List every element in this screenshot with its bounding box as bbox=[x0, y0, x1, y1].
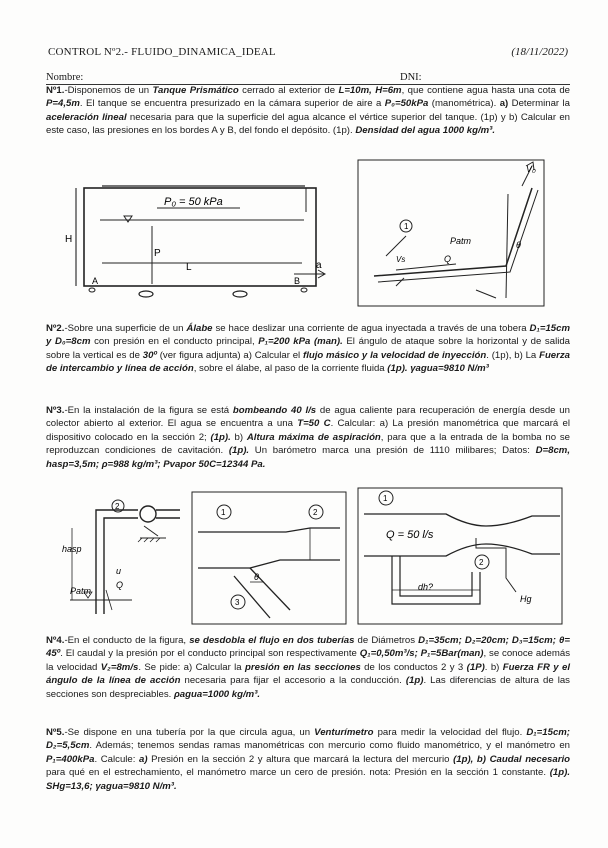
v0-label: V₀ bbox=[526, 164, 536, 174]
text-emph: (1P) bbox=[466, 661, 485, 673]
vs-label: Vs bbox=[396, 255, 406, 264]
suction-pipe-left bbox=[96, 510, 138, 614]
section-2-label: 2 bbox=[115, 502, 120, 511]
text-run: de Diámetros bbox=[354, 635, 419, 646]
vane-frame bbox=[358, 160, 544, 306]
text-emph: P₁=200 kPa (man). bbox=[258, 336, 343, 348]
text-emph: se desdobla el flujo en dos tuberías bbox=[189, 635, 355, 646]
text-emph: aceleración lineal bbox=[46, 111, 127, 123]
corner-b-label: B bbox=[294, 276, 301, 286]
text-run: , para que a la entrada de la bomba no se reproduzcan condiciones de cavitación. bbox=[46, 431, 570, 457]
vane-figure bbox=[356, 158, 546, 308]
text-run: . (1p), b) La bbox=[486, 349, 540, 361]
text-emph: D₁=35cm; D₂=20cm; D₃=15cm; θ= 45º bbox=[46, 635, 570, 660]
duct-top-wall bbox=[198, 528, 340, 532]
section-1-label: 1 bbox=[383, 494, 388, 503]
text-run: (manométrica). bbox=[428, 98, 500, 110]
problem-1-text bbox=[46, 84, 570, 138]
problem-1-number: Nº1. bbox=[46, 85, 65, 96]
text-emph: P₀=50kPa bbox=[384, 98, 429, 110]
venturi-top-wall bbox=[364, 514, 560, 526]
text-emph: T=50 C bbox=[297, 418, 331, 430]
text-run: , que contiene agua hasta una cota de bbox=[401, 85, 571, 96]
text-emph: Q₁=0,50m³/s; P₁=5Bar(man) bbox=[359, 648, 484, 660]
p0-label: P₀ = 50 kPa bbox=[164, 196, 223, 208]
text-emph: Densidad del agua 1000 kg/m³. bbox=[355, 125, 496, 137]
text-emph: D₁=15cm y D₀=8cm bbox=[46, 323, 570, 348]
text-run: -Sobre una superficie de un bbox=[64, 323, 187, 334]
section-2-label: 2 bbox=[479, 558, 484, 567]
text-run: Determinar la bbox=[508, 98, 571, 110]
exam-title: CONTROL Nº2.- FLUIDO_DINAMICA_IDEAL bbox=[48, 46, 276, 58]
text-run: -En el conducto de la figura, bbox=[64, 635, 190, 646]
hatch-line bbox=[476, 290, 496, 298]
text-emph: L=10m, H=6m bbox=[338, 85, 402, 96]
problem-2-number: Nº2. bbox=[46, 323, 65, 334]
text-emph: D₁=15cm; D₂=5,5cm bbox=[46, 727, 570, 752]
velocity-label: u bbox=[116, 566, 122, 576]
discharge-pipe bbox=[156, 510, 180, 518]
text-emph: Tanque Prismático bbox=[152, 85, 239, 96]
text-run: . Se pide: a) Calcular la bbox=[138, 661, 246, 673]
acceleration-label: a bbox=[316, 260, 322, 271]
venturi-bottom-wall bbox=[364, 544, 560, 556]
text-emph: a) bbox=[139, 753, 148, 765]
exam-date: (18/11/2022) bbox=[511, 46, 568, 58]
problem-2-text bbox=[46, 322, 570, 376]
text-emph: (1p). γagua=9810 N/m³ bbox=[387, 363, 489, 375]
angle-label: θ bbox=[516, 240, 521, 250]
venturi-figure bbox=[356, 486, 564, 626]
text-emph: (1p) bbox=[405, 675, 424, 687]
tank-figure bbox=[62, 176, 340, 308]
jet-in bbox=[396, 264, 456, 270]
wheel-icon bbox=[139, 291, 153, 297]
dh-label: dh? bbox=[418, 582, 434, 592]
text-emph: (1p). SHg=13,6; γagua=9810 N/m³. bbox=[46, 767, 570, 792]
text-emph: flujo másico y la velocidad de inyección bbox=[303, 349, 487, 361]
text-run: , sobre el álabe, al paso de la corriente fluida bbox=[193, 363, 388, 375]
text-emph: presión en las secciones bbox=[245, 661, 361, 673]
vane-support bbox=[506, 194, 508, 298]
text-emph: Álabe bbox=[186, 323, 213, 334]
text-run: . Calcule: bbox=[94, 753, 140, 765]
branch-duct-figure bbox=[190, 490, 348, 626]
text-run: Un barómetro marca una presión de 1110 milibares; Datos: bbox=[249, 445, 536, 457]
text-emph: Venturímetro bbox=[314, 727, 374, 738]
section-3-label: 3 bbox=[235, 598, 240, 607]
text-run: se hace deslizar una corriente de agua inyectada a través de una tobera bbox=[212, 323, 530, 334]
manometer-tube bbox=[392, 556, 480, 604]
text-run: (ver figura adjunta) a) Calcular el bbox=[156, 349, 303, 361]
p-label: P bbox=[154, 248, 161, 259]
l-label: L bbox=[186, 262, 192, 273]
flow-q-label: Q = 50 l/s bbox=[386, 529, 434, 541]
text-emph: Fuerza de intercambio y línea de acción bbox=[46, 349, 571, 375]
text-run: de los conductos 2 y 3 bbox=[360, 661, 467, 673]
text-run: . El caudal y la presión por el conducto principal son respectivamente bbox=[60, 648, 360, 660]
text-emph: Altura máxima de aspiración bbox=[246, 431, 381, 443]
text-run: , se conoce además la velocidad bbox=[46, 648, 570, 673]
problem-3-text bbox=[46, 404, 570, 471]
pump-base bbox=[144, 526, 158, 536]
text-emph: ρagua=1000 kg/m³. bbox=[174, 688, 261, 700]
section-1-label: 1 bbox=[404, 222, 409, 231]
problem-4-text bbox=[46, 634, 570, 701]
hasp-label: hasp bbox=[62, 544, 82, 554]
problem-5-text bbox=[46, 726, 570, 793]
wheel-icon bbox=[233, 291, 247, 297]
text-run: -En la instalación de la figura se está bbox=[64, 405, 233, 416]
problem-4-number: Nº4. bbox=[46, 635, 65, 646]
wheel-icon bbox=[89, 288, 95, 292]
text-run: . El tanque se encuentra presurizado en la cámara superior de aire a bbox=[79, 98, 385, 110]
text-run: El ángulo de ataque sobre la horizontal y de salida sobre la vertical es de bbox=[46, 336, 570, 361]
text-run: Presión en la sección 2 y altura que marcará la lectura del mercurio bbox=[147, 753, 454, 765]
flow-q-label: Q bbox=[444, 254, 452, 264]
text-emph: 30º bbox=[142, 349, 157, 361]
patm-label: Patm bbox=[70, 586, 92, 596]
text-run: con presión en el conducto principal, bbox=[90, 336, 259, 348]
free-surface-symbol bbox=[124, 216, 132, 222]
text-run: para medir la velocidad del flujo. bbox=[373, 727, 527, 738]
nozzle-line bbox=[386, 236, 406, 256]
text-run: . Las diferencias de altura de las secciones son despreciables. bbox=[46, 675, 570, 700]
flow-q-label: Q bbox=[116, 580, 124, 590]
patm-label: Patm bbox=[450, 236, 472, 246]
pump-icon bbox=[140, 506, 156, 522]
text-run: -Disponemos de un bbox=[64, 85, 153, 96]
theta-label: θ bbox=[254, 572, 259, 582]
text-emph: P=4,5m bbox=[46, 98, 80, 110]
text-emph: (1p). bbox=[228, 445, 250, 457]
text-emph: V₂=8m/s bbox=[100, 661, 139, 673]
text-run: de agua caliente para recuperación de energía desde un colector abierto al exterior. El agua se encuentra a una bbox=[46, 405, 570, 430]
text-run: . Calcular: a) La presión manométrica que marcará el dispositivo colocado en la sección 2; bbox=[46, 418, 570, 443]
duct-bottom-wall bbox=[198, 560, 340, 568]
text-emph: (1p), b) Caudal necesario bbox=[453, 753, 570, 765]
text-bold: a) bbox=[499, 98, 509, 110]
text-emph: bombeando 40 l/s bbox=[232, 405, 317, 416]
text-run: -Se dispone en una tubería por la que circula agua, un bbox=[64, 727, 315, 738]
text-run: necesaria para fijar el accesorio a la conducción. bbox=[180, 675, 406, 687]
text-run: . b) bbox=[484, 661, 503, 673]
ground-hatch bbox=[138, 538, 160, 542]
section-1-label: 1 bbox=[221, 508, 226, 517]
h-label: H bbox=[65, 234, 73, 245]
pump-figure bbox=[62, 492, 188, 620]
wheel-icon bbox=[301, 288, 307, 292]
text-emph: D=8cm, hasp=3,5m; ρ=988 kg/m³; Pvapor 50C=12344 Pa. bbox=[46, 445, 570, 470]
text-run: necesaria para que la superficie del agua alcance el vértice superior del tanque. (1p) y b) Calcular en este caso, las presiones en los bordes A y B, del fondo el depósito. (1p). bbox=[46, 111, 570, 137]
problem-5-number: Nº5. bbox=[46, 727, 65, 738]
problem-3-number: Nº3. bbox=[46, 405, 65, 416]
section-2-label: 2 bbox=[313, 508, 318, 517]
nozzle-tip bbox=[396, 278, 404, 286]
text-emph: (1p). bbox=[210, 431, 231, 443]
mercury-label: Hg bbox=[520, 594, 532, 604]
text-run: . Además; tenemos sendas ramas manométricas con mercurio como fluido manométrico, y el manómetro en bbox=[89, 740, 570, 752]
name-label: Nombre: bbox=[46, 72, 84, 83]
dni-label: DNI: bbox=[400, 72, 422, 83]
text-run: b) bbox=[230, 431, 247, 443]
text-run: cerrado al exterior de bbox=[238, 85, 339, 96]
text-emph: Fuerza FR y el ángulo de la línea de acción bbox=[46, 661, 570, 687]
text-run: para qué en el estrechamiento, el manómetro marce un cero de presión. nota: Presión en la sección 1 constante. bbox=[46, 767, 550, 779]
corner-a-label: A bbox=[92, 276, 99, 286]
text-emph: P₁=400kPa bbox=[46, 753, 95, 765]
